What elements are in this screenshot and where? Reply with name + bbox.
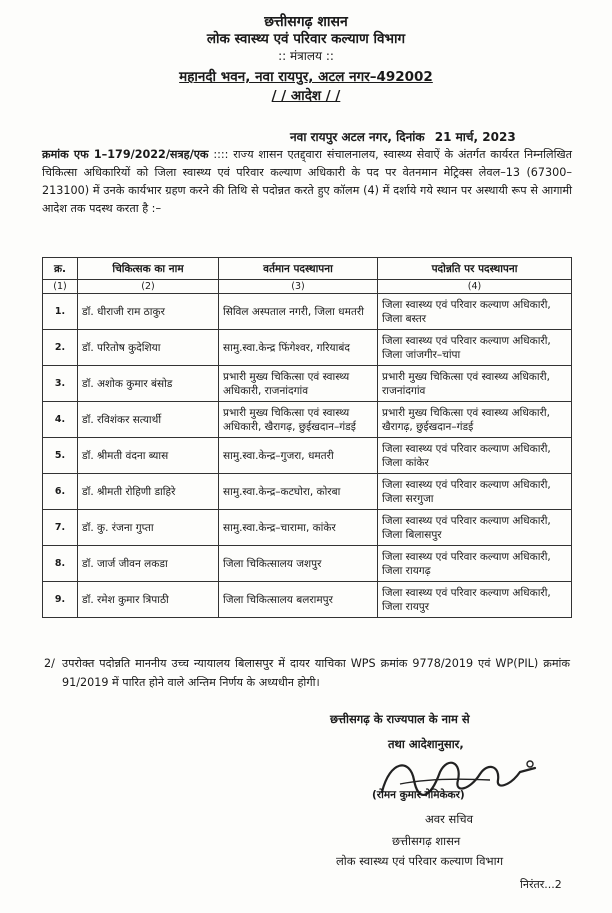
cell-name: डॉ. श्रीमती वंदना ब्यास [78,438,219,474]
col-number: (4) [378,280,572,294]
letterhead [0,14,612,105]
order-line: तथा आदेशानुसार, [388,737,464,751]
cell-current: सिविल अस्पताल नगरी, जिला धमतरी [219,294,378,330]
table-row [43,474,572,510]
cell-new: जिला स्वास्थ्य एवं परिवार कल्याण अधिकारी, जिला रायपुर [378,582,572,618]
cell-sn: 9. [43,582,78,618]
note-text: उपरोक्त पदोन्नति माननीय उच्च न्यायालय बिलासपुर में दायर याचिका WPS क्रमांक 9778/2019 एवं WP(PIL) क्रमांक 91/2019 में पारित होने वाले अन्तिम निर्णय के अध्यधीन होगी। [62,657,570,689]
signatory-department: लोक स्वास्थ्य एवं परिवार कल्याण विभाग [336,854,504,868]
intro-body: :::: राज्य शासन एतद्द्वारा संचालनालय, स्वास्थ्य सेवाऐं के अंतर्गत कार्यरत निम्नलिखित चिकित्सा अधिकारियों को जिला स्वास्थ्य एवं परिवार कल्याण अधिकारी के पद पर वेतनमान मेट्रिक्स लेवल–13 (67300–213100) में उनके कार्यभार ग्रहण करने की तिथि से पदोन्नत करते हुए कॉलम (4) में दर्शाये गये स्थान पर अस्थायी रूप से आगामी आदेश तक पदस्थ करता है :– [42,148,573,215]
continued-marker: निरंतर...2 [520,878,562,891]
date-place: नवा रायपुर अटल नगर, दिनांक [290,130,425,144]
cell-name: डॉ. अशोक कुमार बंसोड [78,366,219,402]
table-header-row [43,258,572,280]
col-number: (2) [78,280,219,294]
header-name: चिकित्सक का नाम [78,258,219,280]
cell-current: सामु.स्वा.केन्द्र–गुजरा, धमतरी [219,438,378,474]
cell-new: जिला स्वास्थ्य एवं परिवार कल्याण अधिकारी, जिला बिलासपुर [378,510,572,546]
cell-new: जिला स्वास्थ्य एवं परिवार कल्याण अधिकारी, जिला सरगुजा [378,474,572,510]
cell-sn: 2. [43,330,78,366]
cell-new: जिला स्वास्थ्य एवं परिवार कल्याण अधिकारी, जिला कांकेर [378,438,572,474]
col-number: (3) [219,280,378,294]
signatory-government: छत्तीसगढ़ शासन [392,834,461,848]
order-title: / / आदेश / / [271,88,341,104]
order-reference: क्रमांक एफ 1–179/2022/सत्रह/एक [42,148,209,161]
ministry-label: :: मंत्रालय :: [278,49,334,63]
table-row [43,294,572,330]
header-current-posting: वर्तमान पदस्थापना [219,258,378,280]
court-note-paragraph [44,654,570,692]
table-row [43,402,572,438]
cell-current: सामु.स्वा.केन्द्र–कटघोरा, कोरबा [219,474,378,510]
posting-table [42,257,572,618]
note-number: 2/ [44,657,55,670]
cell-name: डॉ. श्रीमती रोहिणी डाहिरे [78,474,219,510]
cell-sn: 3. [43,366,78,402]
table-row [43,510,572,546]
table-row [43,330,572,366]
government-name: छत्तीसगढ़ शासन [264,14,348,30]
cell-new: जिला स्वास्थ्य एवं परिवार कल्याण अधिकारी, जिला रायगढ़ [378,546,572,582]
department-name: लोक स्वास्थ्य एवं परिवार कल्याण विभाग [206,31,406,47]
cell-name: डॉ. जार्ज जीवन लकडा [78,546,219,582]
cell-current: प्रभारी मुख्य चिकित्सा एवं स्वास्थ्य अधिकारी, राजनांदगांव [219,366,378,402]
cell-new: जिला स्वास्थ्य एवं परिवार कल्याण अधिकारी, जिला बस्तर [378,294,572,330]
authority-line: छत्तीसगढ़ के राज्यपाल के नाम से [330,712,470,726]
cell-name: डॉ. कु. रंजना गुप्ता [78,510,219,546]
date-line [290,128,516,145]
header-new-posting: पदोन्नति पर पदस्थापना [378,258,572,280]
table-row [43,438,572,474]
cell-sn: 8. [43,546,78,582]
table-row [43,582,572,618]
cell-name: डॉ. परितोष कुदेशिया [78,330,219,366]
signatory-designation: अवर सचिव [425,812,473,826]
cell-current: जिला चिकित्सालय जशपुर [219,546,378,582]
order-date: 21 मार्च, 2023 [434,130,516,144]
header-sn: क्र. [43,258,78,280]
cell-current: जिला चिकित्सालय बलरामपुर [219,582,378,618]
col-number: (1) [43,280,78,294]
cell-sn: 1. [43,294,78,330]
cell-name: डॉ. धीराजी राम ठाकुर [78,294,219,330]
cell-sn: 6. [43,474,78,510]
cell-current: सामु.स्वा.केन्द्र फिंगेश्वर, गरियाबंद [219,330,378,366]
address-line: महानदी भवन, नवा रायपुर, अटल नगर–492002 [179,69,433,85]
cell-new: प्रभारी मुख्य चिकित्सा एवं स्वास्थ्य अधिकारी, राजनांदगांव [378,366,572,402]
signature-block [330,712,580,868]
cell-new: प्रभारी मुख्य चिकित्सा एवं स्वास्थ्य अधिकारी, खैरागढ़, छुईखदान–गंडई [378,402,572,438]
cell-sn: 4. [43,402,78,438]
cell-current: प्रभारी मुख्य चिकित्सा एवं स्वास्थ्य अधिकारी, खैरागढ़, छुईखदान–गंडई [219,402,378,438]
column-number-row [43,280,572,294]
cell-name: डॉ. रविशंकर सत्यार्थी [78,402,219,438]
cell-sn: 5. [43,438,78,474]
cell-sn: 7. [43,510,78,546]
table-row [43,546,572,582]
cell-current: सामु.स्वा.केन्द्र–चारामा, कांकेर [219,510,378,546]
cell-new: जिला स्वास्थ्य एवं परिवार कल्याण अधिकारी, जिला जांजगीर–चांपा [378,330,572,366]
signatory-name: (रोमन कुमार गेमिकेकर) [372,789,465,801]
intro-paragraph [42,146,572,218]
cell-name: डॉ. रमेश कुमार त्रिपाठी [78,582,219,618]
table-row [43,366,572,402]
